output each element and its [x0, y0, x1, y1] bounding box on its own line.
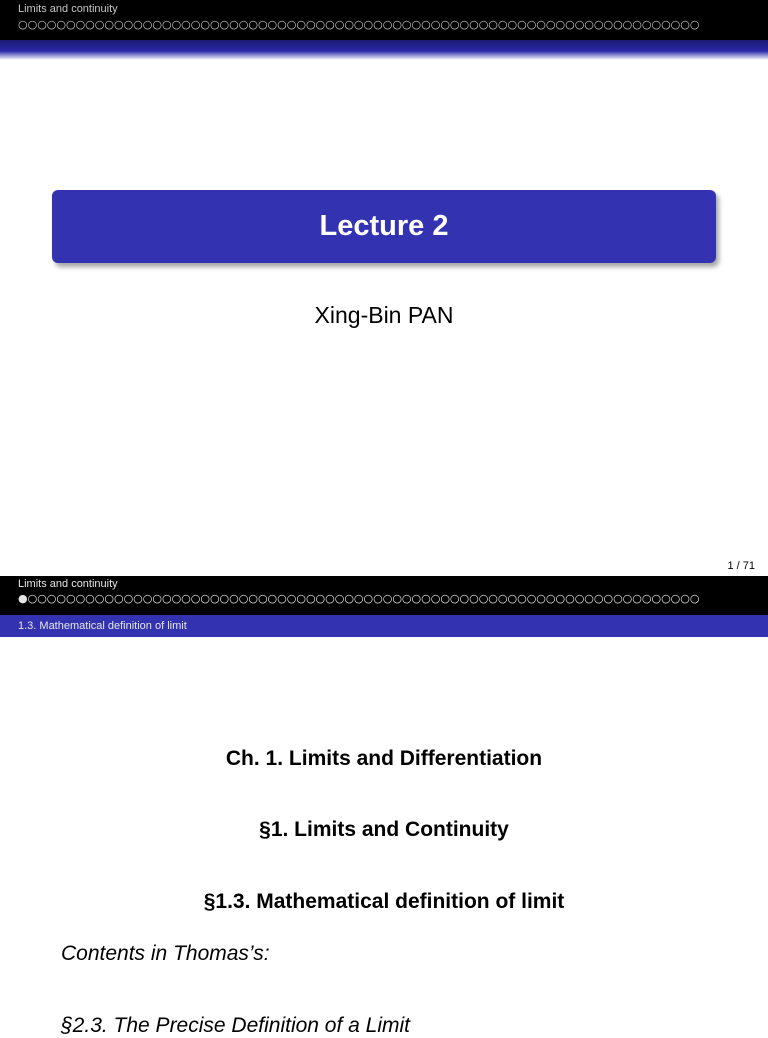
header-bar: [0, 576, 768, 615]
contents-label: Contents in Thomas’s:: [61, 942, 270, 965]
author-name: Xing-Bin PAN: [314, 302, 454, 328]
title-box: [52, 190, 716, 263]
page-number: 1 / 71: [727, 560, 755, 572]
header-section-title: Limits and continuity: [18, 578, 118, 590]
chapter-heading: Ch. 1. Limits and Differentiation: [225, 747, 543, 770]
header-bar: [0, 0, 768, 40]
header-section-title: Limits and continuity: [18, 3, 118, 15]
slide-title: Lecture 2: [319, 210, 449, 242]
subsection-title: 1.3. Mathematical definition of limit: [18, 620, 187, 632]
subsection-heading: §1.3. Mathematical definition of limit: [203, 890, 565, 913]
navigation-dots[interactable]: ●○○○○○○○○○○○○○○○○○○○○○○○○○○○○○○○○○○○○○○○○○○○○○○○○○○○○○○○○○○○○○○○○○○○○○○: [18, 592, 700, 605]
section-heading: §1. Limits and Continuity: [259, 818, 509, 841]
content-slide: [0, 576, 768, 1037]
navigation-dots[interactable]: ○○○○○○○○○○○○○○○○○○○○○○○○○○○○○○○○○○○○○○○○○○○○○○○○○○○○○○○○○○○○○○○○○○○○○○○: [18, 18, 700, 31]
header-shadow: [0, 40, 768, 60]
contents-item: §2.3. The Precise Definition of a Limit: [61, 1014, 411, 1037]
subsection-bar: [0, 615, 768, 637]
